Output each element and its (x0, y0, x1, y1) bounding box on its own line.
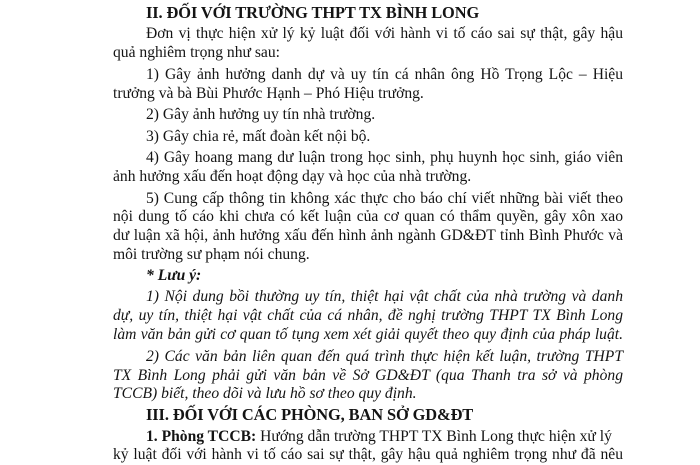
item-5-line-1: 5) Cung cấp thông tin không xác thực cho báo chí viết những bài viết theo (146, 190, 623, 207)
section-2-intro-line-2: quả nghiêm trọng như sau: (113, 44, 280, 61)
item-1-line-1: 1) Gây ảnh hưởng danh dự và uy tín cá nhân ông Hồ Trọng Lộc – Hiệu (146, 66, 623, 83)
item-3: 3) Gây chia rẻ, mất đoàn kết nội bộ. (146, 128, 371, 145)
section-3-item-1-line-1 (146, 427, 623, 447)
item-4-line-1: 4) Gây hoang mang dư luận trong học sinh, phụ huynh học sinh, giáo viên (146, 149, 623, 166)
item-1-line-2: trưởng và bà Bùi Phước Hạnh – Phó Hiệu trưởng. (113, 85, 424, 102)
item-5-line-2: nội dung tố cáo khi chưa có kết luận của cơ quan có thẩm quyền, gây xôn xao (113, 208, 623, 225)
item-4-line-2: ảnh hưởng xấu đến hoạt động dạy và học của nhà trường. (113, 168, 472, 185)
section-3-item-1-label: 1. Phòng TCCB: (146, 428, 257, 445)
section-3-item-1-line-2: kỷ luật đối với hành vi tố cáo sai sự thật, gây hậu quả nghiêm trọng như đã nêu (113, 446, 623, 463)
note-1-line-1: 1) Nội dung bồi thường uy tín, thiệt hại vật chất của nhà trường và danh (146, 288, 623, 305)
note-1-line-3: làm văn bản gửi cơ quan tố tụng xem xét giải quyết theo quy định của pháp luật. (113, 326, 623, 343)
note-2-line-1: 2) Các văn bản liên quan đến quá trình thực hiện kết luận, trường THPT (146, 348, 623, 365)
item-5-line-4: môi trường sư phạm nói chung. (113, 246, 310, 263)
note-2-line-3: TCCB) biết, theo dõi và lưu hồ sơ theo quy định. (113, 385, 417, 402)
section-2-heading: II. ĐỐI VỚI TRƯỜNG THPT TX BÌNH LONG (146, 3, 480, 22)
item-2: 2) Gây ảnh hưởng uy tín nhà trường. (146, 106, 376, 123)
section-3-heading: III. ĐỐI VỚI CÁC PHÒNG, BAN SỞ GD&ĐT (146, 405, 474, 424)
item-5-line-3: dư luận xã hội, ảnh hưởng xấu đến hình ảnh ngành GD&ĐT tỉnh Bình Phước và (113, 227, 623, 244)
note-1-line-2: dự, uy tín, thiệt hại vật chất của cá nhân, đề nghị trường THPT TX Bình Long (113, 307, 623, 324)
note-label: * Lưu ý: (146, 267, 202, 284)
section-2-intro-line-1: Đơn vị thực hiện xử lý kỷ luật đối với hành vi tố cáo sai sự thật, gây hậu (146, 25, 623, 42)
note-2-line-2: TX Bình Long phải gửi văn bản về Sở GD&ĐT (qua Thanh tra sở và phòng (113, 367, 623, 384)
section-3-item-1-text: Hướng dẫn trường THPT TX Bình Long thực hiện xử lý (256, 428, 612, 445)
